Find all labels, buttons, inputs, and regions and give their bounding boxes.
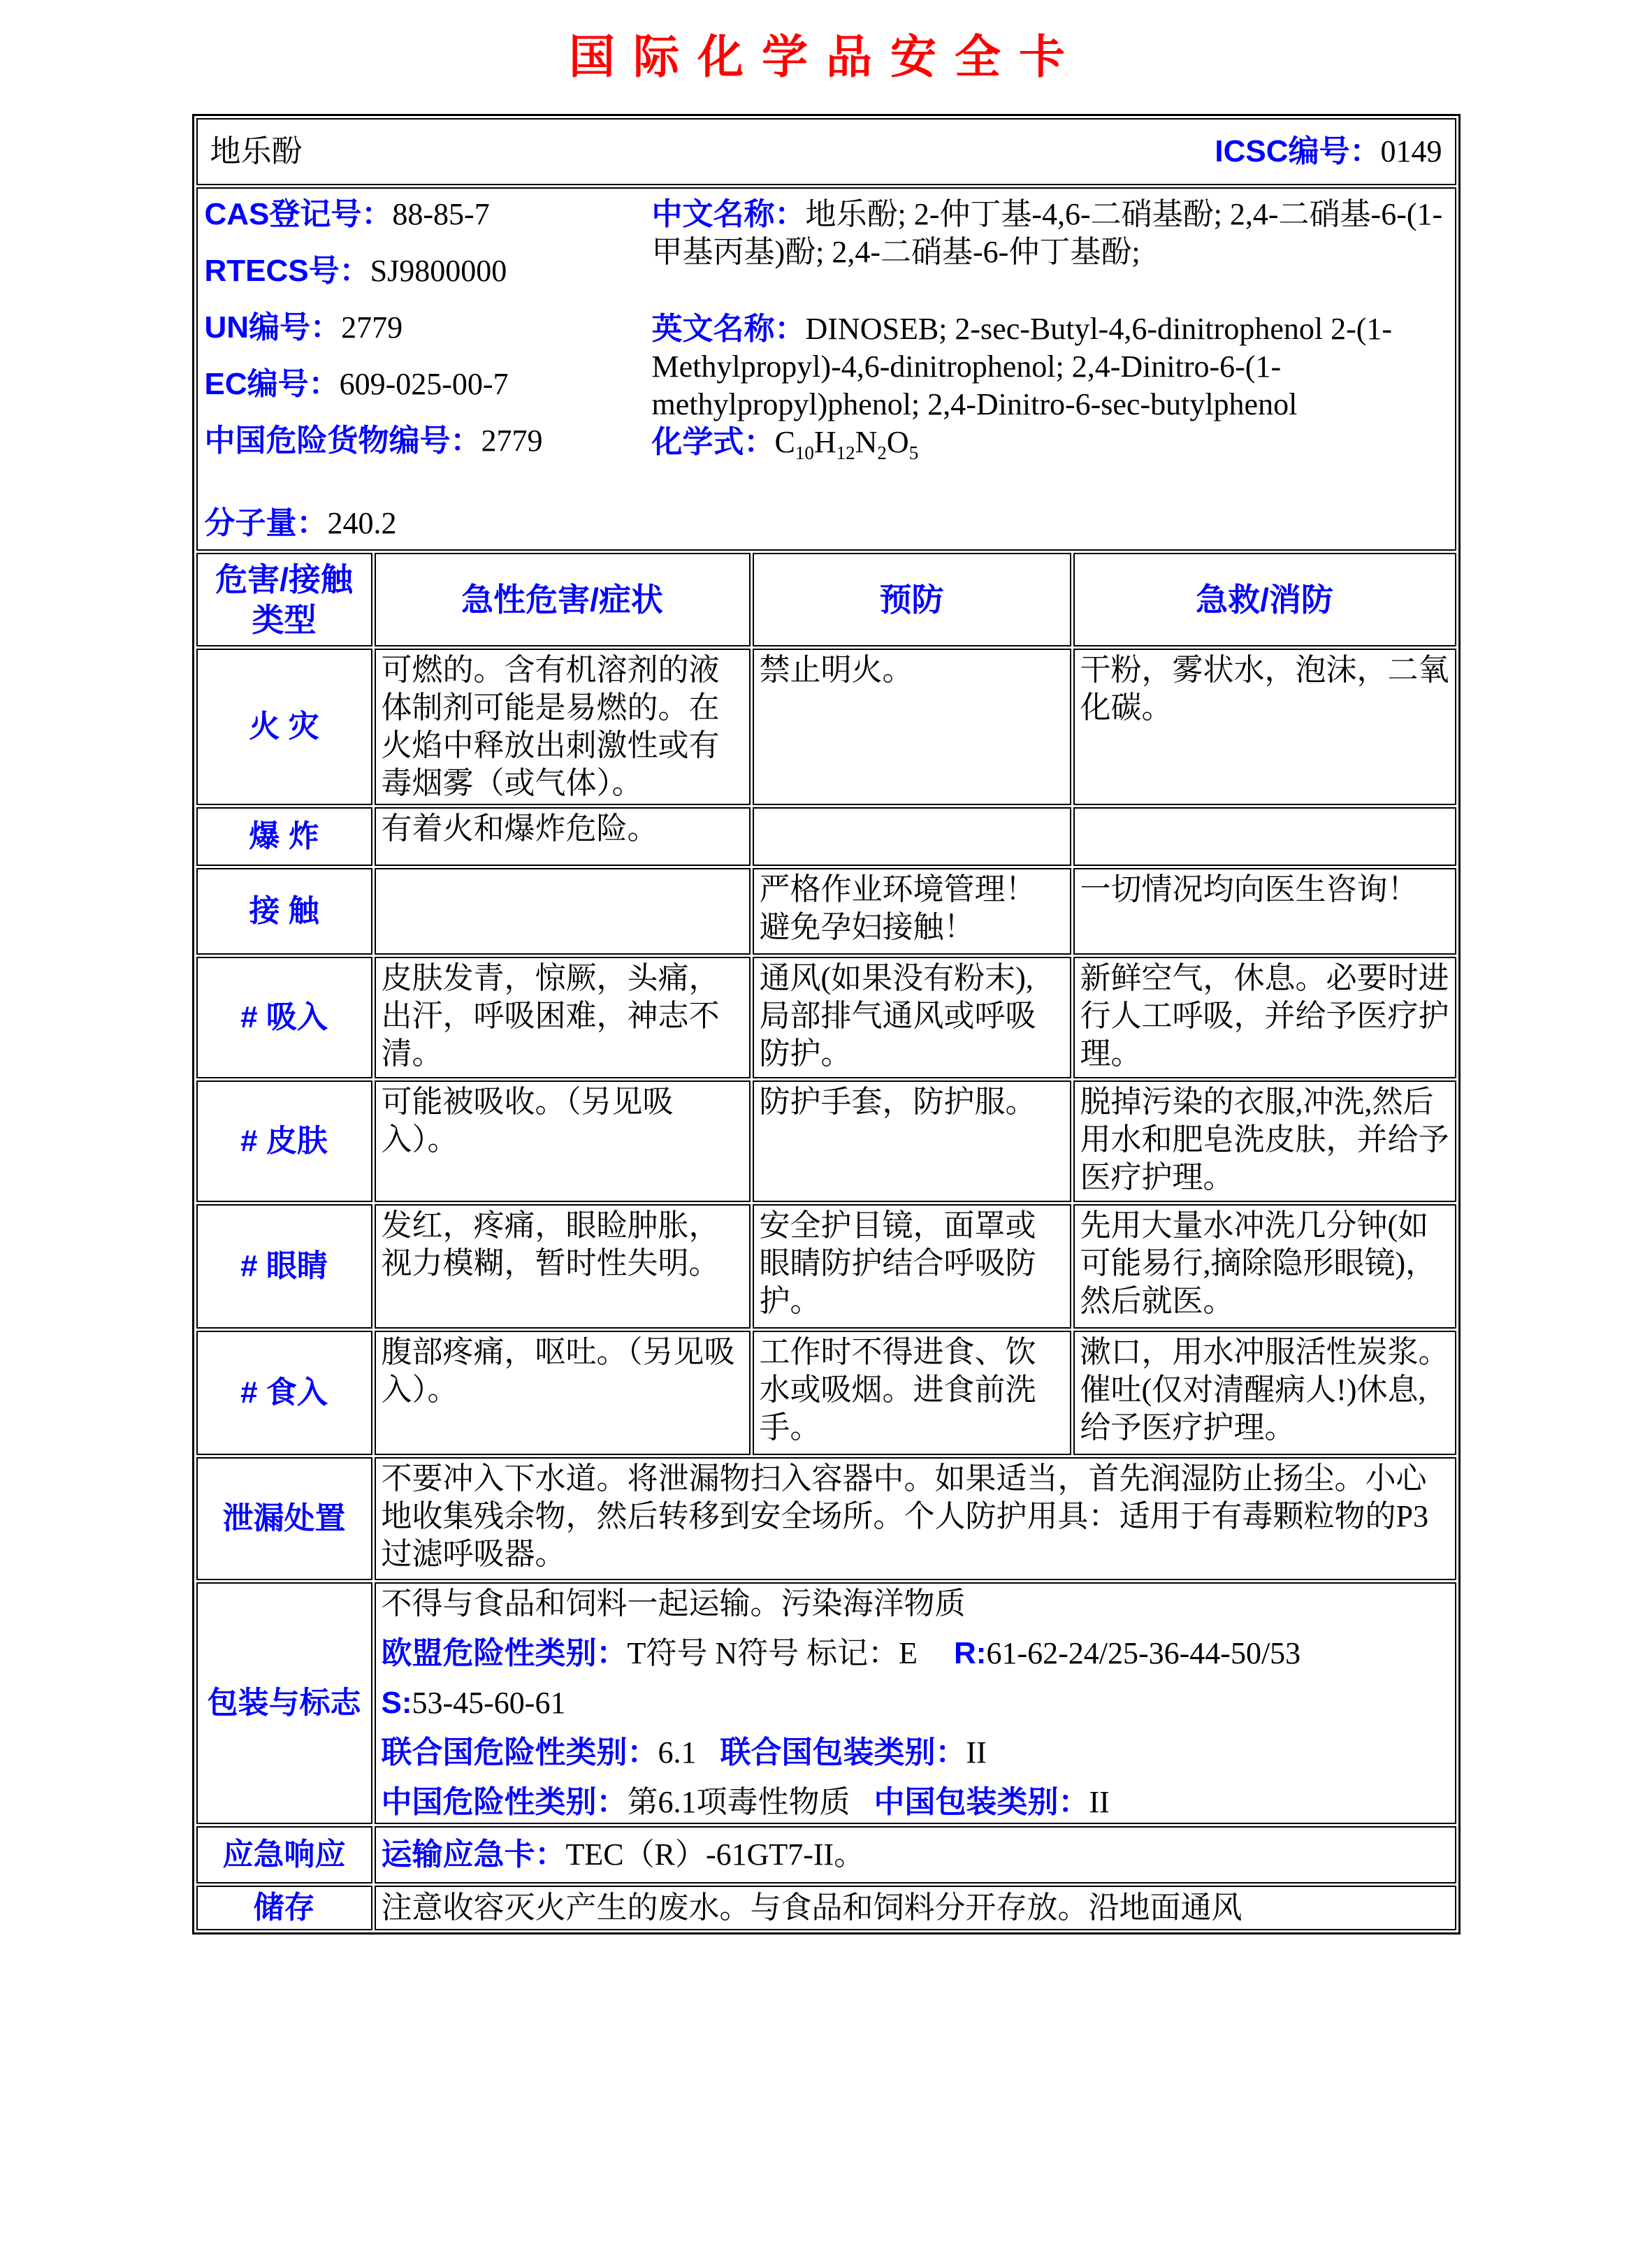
r-phrases-value: 61-62-24/25-36-44-50/53: [986, 1636, 1301, 1670]
english-name-label: 英文名称：: [651, 312, 806, 346]
cas-number-label: CAS登记号：: [204, 197, 393, 231]
rtecs-number-label: RTECS号：: [204, 254, 370, 288]
packaging-labelling-row: [196, 1582, 1456, 1824]
spill-disposal-text: 不要冲入下水道。将泄漏物扫入容器中。如果适当，首先润湿防止扬尘。小心地收集残余物，然后转移到安全场所。个人防护用具：适用于有毒颗粒物的P3过滤呼吸器。: [375, 1457, 1456, 1580]
emergency-response-label: 应急响应: [196, 1826, 372, 1883]
hazard-header-row: [196, 553, 1456, 646]
first-aid-cell: [1073, 807, 1456, 866]
chinese-name-line: [652, 196, 1448, 271]
symptoms-cell: 有着火和爆炸危险。: [375, 807, 751, 866]
cn-hazard-class-value: 第6.1项毒性物质: [627, 1785, 850, 1819]
prevention-cell: 通风(如果没有粉末),局部排气通风或呼吸防护。: [753, 957, 1071, 1078]
symptoms-cell: 可能被吸收。（另见吸入）。: [375, 1080, 751, 1202]
symptoms-cell: 可燃的。含有机溶剂的液体制剂可能是易燃的。在火焰中释放出刺激性或有毒烟雾（或气体）。: [375, 649, 751, 805]
un-packing-group-label: 联合国包装类别：: [720, 1735, 966, 1770]
hazard-type-cell: # 皮肤: [196, 1080, 372, 1202]
packaging-labelling-label: 包装与标志: [196, 1582, 372, 1824]
cas-number-line: [205, 196, 652, 233]
molecular-weight-value: 240.2: [327, 506, 397, 540]
s-phrases-line: [382, 1684, 1449, 1722]
hazard-type-cell: # 食入: [196, 1331, 372, 1455]
molecular-weight-line: [205, 505, 652, 542]
ec-number-label: EC编号：: [204, 367, 340, 401]
prevention-cell: 严格作业环境管理！避免孕妇接触！: [753, 868, 1071, 955]
emergency-response-content: [375, 1826, 1456, 1883]
hazard-row-ingestion: [196, 1331, 1456, 1455]
card-header-cell: [196, 118, 1456, 185]
symptoms-cell: 腹部疼痛，呕吐。（另见吸入）。: [375, 1331, 751, 1455]
icsc-number: [1215, 133, 1442, 171]
cn-packing-group-label: 中国包装类别：: [874, 1785, 1089, 1819]
storage-text: 注意收容灭火产生的废水。与食品和饲料分开存放。沿地面通风: [375, 1886, 1456, 1930]
un-number-line: [205, 309, 652, 347]
names-panel: [652, 196, 1448, 545]
page-title: 国际化学品安全卡: [569, 31, 1083, 82]
chinese-name-value: 地乐酚; 2-仲丁基-4,6-二硝基酚; 2,4-二硝基-6-(1-甲基丙基)酚; 2,4-二硝基-6-仲丁基酚;: [651, 197, 1443, 269]
packaging-labelling-content: [375, 1582, 1456, 1824]
ec-number-value: 609-025-00-7: [339, 367, 509, 401]
ec-number-line: [205, 366, 652, 403]
hazard-row-inhalation: [196, 957, 1456, 1078]
cn-hazard-class-label: 中国危险性类别：: [381, 1785, 628, 1819]
symptoms-cell: 发红，疼痛，眼睑肿胀，视力模糊，暂时性失明。: [375, 1204, 751, 1329]
hazard-type-cell: 接 触: [196, 868, 372, 955]
eu-hazard-class-value: T符号 N符号 标记：E: [627, 1636, 918, 1670]
card-header-row: [196, 118, 1456, 185]
chemical-formula-line: [652, 424, 1448, 461]
hazard-type-cell: # 眼睛: [196, 1204, 372, 1329]
cas-number-value: 88-85-7: [392, 197, 490, 231]
emergency-response-row: [196, 1826, 1456, 1883]
first-aid-cell: 漱口，用水冲服活性炭浆。催吐(仅对清醒病人!)休息,给予医疗护理。: [1073, 1331, 1456, 1455]
icsc-card-table: [192, 114, 1461, 1935]
prevention-cell: [753, 807, 1071, 866]
first-aid-cell: 干粉，雾状水，泡沫，二氧化碳。: [1073, 649, 1456, 805]
chinese-name-label: 中文名称：: [651, 197, 806, 231]
identifiers-row: [196, 187, 1456, 551]
icsc-number-label: ICSC编号：: [1215, 134, 1381, 168]
hazard-type-cell: # 吸入: [196, 957, 372, 1078]
hazard-row-eyes: [196, 1204, 1456, 1329]
cn-class-line: [382, 1784, 1449, 1821]
chemical-formula-label: 化学式：: [651, 425, 775, 459]
molecular-weight-label: 分子量：: [204, 506, 328, 540]
un-hazard-class-value: 6.1: [658, 1735, 697, 1770]
hazard-row-skin: [196, 1080, 1456, 1202]
rtecs-number-value: SJ9800000: [370, 254, 507, 288]
storage-row: [196, 1886, 1456, 1930]
first-aid-cell: 脱掉污染的衣服,冲洗,然后用水和肥皂洗皮肤，并给予医疗护理。: [1073, 1080, 1456, 1202]
rtecs-number-line: [205, 252, 652, 290]
registry-numbers-panel: [205, 196, 652, 545]
un-number-label: UN编号：: [204, 310, 342, 345]
column-header-hazard-type: 危害/接触类型: [196, 553, 372, 646]
china-dg-number-line: [205, 422, 652, 460]
english-name-value: DINOSEB; 2-sec-Butyl-4,6-dinitrophenol 2-(1-Methylpropyl)-4,6-dinitrophenol; 2,4-Dinitro-6-(1-methylpropyl)phenol; 2,4-Dinitro-6-sec-butylphenol: [651, 312, 1393, 421]
prevention-cell: 工作时不得进食、饮水或吸烟。进食前洗手。: [753, 1331, 1071, 1455]
eu-hazard-class-label: 欧盟危险性类别：: [381, 1636, 628, 1670]
chemical-name: 地乐酚: [210, 134, 303, 168]
s-phrases-label: S:: [381, 1686, 412, 1720]
column-header-symptoms: 急性危害/症状: [375, 553, 751, 646]
prevention-cell: 防护手套，防护服。: [753, 1080, 1071, 1202]
identifiers-cell: [196, 187, 1456, 551]
cn-packing-group-value: II: [1089, 1785, 1110, 1819]
first-aid-cell: 新鲜空气，休息。必要时进行人工呼吸，并给予医疗护理。: [1073, 957, 1456, 1078]
transport-note-line: 不得与食品和饲料一起运输。污染海洋物质: [381, 1586, 966, 1621]
eu-hazard-class-line: [382, 1635, 1449, 1672]
first-aid-cell: 一切情况均向医生咨询！: [1073, 868, 1456, 955]
first-aid-cell: 先用大量水冲洗几分钟(如可能易行,摘除隐形眼镜)，然后就医。: [1073, 1204, 1456, 1329]
prevention-cell: 禁止明火。: [753, 649, 1071, 805]
transport-emergency-card-label: 运输应急卡：: [381, 1837, 566, 1872]
transport-emergency-card-value: TEC（R）-61GT7-II。: [565, 1837, 865, 1872]
china-dg-number-value: 2779: [481, 424, 543, 458]
un-hazard-class-label: 联合国危险性类别：: [381, 1735, 658, 1770]
hazard-row-explosion: [196, 807, 1456, 866]
prevention-cell: 安全护目镜，面罩或眼睛防护结合呼吸防护。: [753, 1204, 1071, 1329]
column-header-prevention: 预防: [753, 553, 1071, 646]
china-dg-number-label: 中国危险货物编号：: [204, 424, 481, 458]
r-phrases-label: R:: [954, 1636, 987, 1670]
hazard-type-cell: 爆 炸: [196, 807, 372, 866]
un-number-value: 2779: [341, 310, 403, 345]
symptoms-cell: 皮肤发青，惊厥，头痛，出汗，呼吸困难，神志不清。: [375, 957, 751, 1078]
hazard-row-fire: [196, 649, 1456, 805]
icsc-number-value: 0149: [1380, 134, 1442, 168]
un-class-line: [382, 1734, 1449, 1772]
un-packing-group-value: II: [966, 1735, 987, 1770]
storage-label: 储存: [196, 1886, 372, 1930]
hazard-row-exposure: [196, 868, 1456, 955]
s-phrases-value: 53-45-60-61: [412, 1686, 566, 1720]
chemical-formula: $C_{10}H_{12}N_2O_5$: [774, 425, 919, 463]
symptoms-cell: [375, 868, 751, 955]
column-header-first-aid: 急救/消防: [1073, 553, 1456, 646]
hazard-type-cell: 火 灾: [196, 649, 372, 805]
spill-disposal-row: [196, 1457, 1456, 1580]
english-name-line: [652, 310, 1448, 424]
spill-disposal-label: 泄漏处置: [196, 1457, 372, 1580]
